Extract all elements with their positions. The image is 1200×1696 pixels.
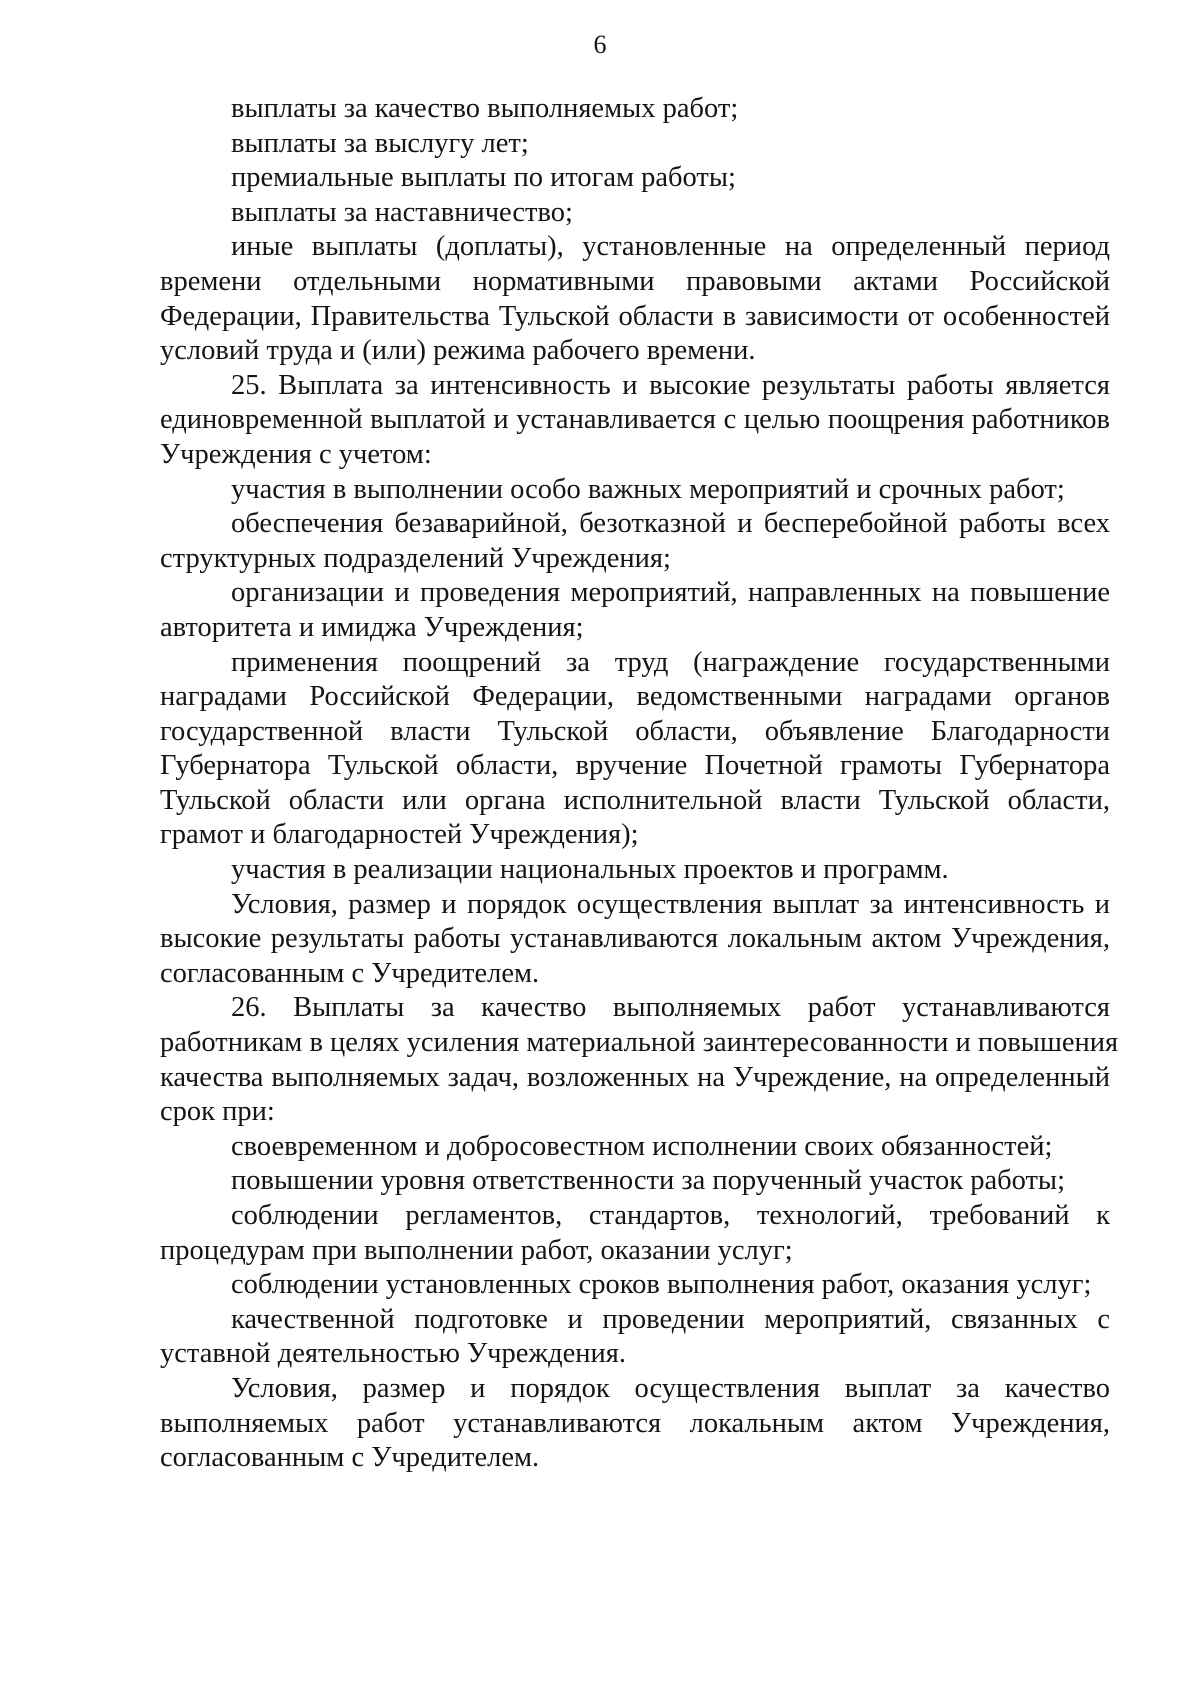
text-line: выплаты за качество выполняемых работ; [231, 93, 739, 124]
text-line: применения поощрений за труд (награждение государственными [231, 646, 1110, 678]
text-line: участия в выполнении особо важных мероприятий и срочных работ; [231, 473, 1065, 505]
text-line: авторитета и имиджа Учреждения; [160, 611, 584, 643]
text-line: 25. Выплата за интенсивность и высокие результаты работы является [231, 369, 1110, 401]
text-line: времени отдельными нормативными правовыми актами Российской [160, 265, 1110, 297]
text-line: согласованным с Учредителем. [160, 957, 540, 989]
text-line: Условия, размер и порядок осуществления выплат за интенсивность и [231, 888, 1110, 920]
text-line: Губернатора Тульской области, вручение Почетной грамоты Губернатора [160, 750, 1110, 782]
text-line: Учреждения с учетом: [160, 438, 432, 470]
text-line: условий труда и (или) режима рабочего времени. [160, 335, 756, 367]
text-line: наградами Российской Федерации, ведомственными наградами органов [160, 681, 1110, 713]
text-line: грамот и благодарностей Учреждения); [160, 819, 639, 851]
text-line: работникам в целях усиления материальной заинтересованности и повышения [160, 1027, 1119, 1059]
text-line: выплаты за наставничество; [231, 196, 573, 228]
text-line: повышении уровня ответственности за порученный участок работы; [231, 1165, 1065, 1197]
text-line: единовременной выплатой и устанавливается с целью поощрения работников [160, 404, 1110, 436]
text-line: государственной власти Тульской области, объявление Благодарности [160, 715, 1110, 747]
text-line: премиальные выплаты по итогам работы; [231, 162, 736, 194]
text-line: организации и проведения мероприятий, направленных на повышение [231, 577, 1110, 609]
text-line: Федерации, Правительства Тульской области в зависимости от особенностей [160, 300, 1110, 332]
text-line: структурных подразделений Учреждения; [160, 542, 671, 574]
text-line: качества выполняемых задач, возложенных на Учреждение, на определенный [160, 1061, 1110, 1093]
text-line: качественной подготовке и проведении мероприятий, связанных с [231, 1303, 1110, 1335]
text-line: Тульской области или органа исполнительной власти Тульской области, [160, 784, 1110, 816]
text-line: соблюдении регламентов, стандартов, технологий, требований к [231, 1200, 1110, 1231]
text-line: согласованным с Учредителем. [160, 1442, 540, 1474]
text-line: соблюдении установленных сроков выполнения работ, оказания услуг; [231, 1269, 1092, 1301]
text-line: уставной деятельностью Учреждения. [160, 1338, 626, 1370]
text-line: высокие результаты работы устанавливаются локальным актом Учреждения, [160, 923, 1110, 955]
text-line: выполняемых работ устанавливаются локальным актом Учреждения, [160, 1407, 1110, 1439]
text-line: обеспечения безаварийной, безотказной и бесперебойной работы всех [231, 508, 1110, 540]
page-number: 6 [593, 30, 607, 59]
document-body [160, 92, 1119, 1476]
text-line: Условия, размер и порядок осуществления выплат за качество [231, 1372, 1110, 1404]
text-line: своевременном и добросовестном исполнении своих обязанностей; [231, 1130, 1053, 1162]
text-line: срок при: [160, 1096, 275, 1128]
text-line: процедурам при выполнении работ, оказании услуг; [160, 1234, 793, 1266]
text-line: участия в реализации национальных проектов и программ. [231, 854, 949, 886]
text-line: выплаты за выслугу лет; [231, 127, 529, 159]
text-line: иные выплаты (доплаты), установленные на определенный период [231, 231, 1110, 263]
text-line: 26. Выплаты за качество выполняемых работ устанавливаются [231, 992, 1110, 1024]
